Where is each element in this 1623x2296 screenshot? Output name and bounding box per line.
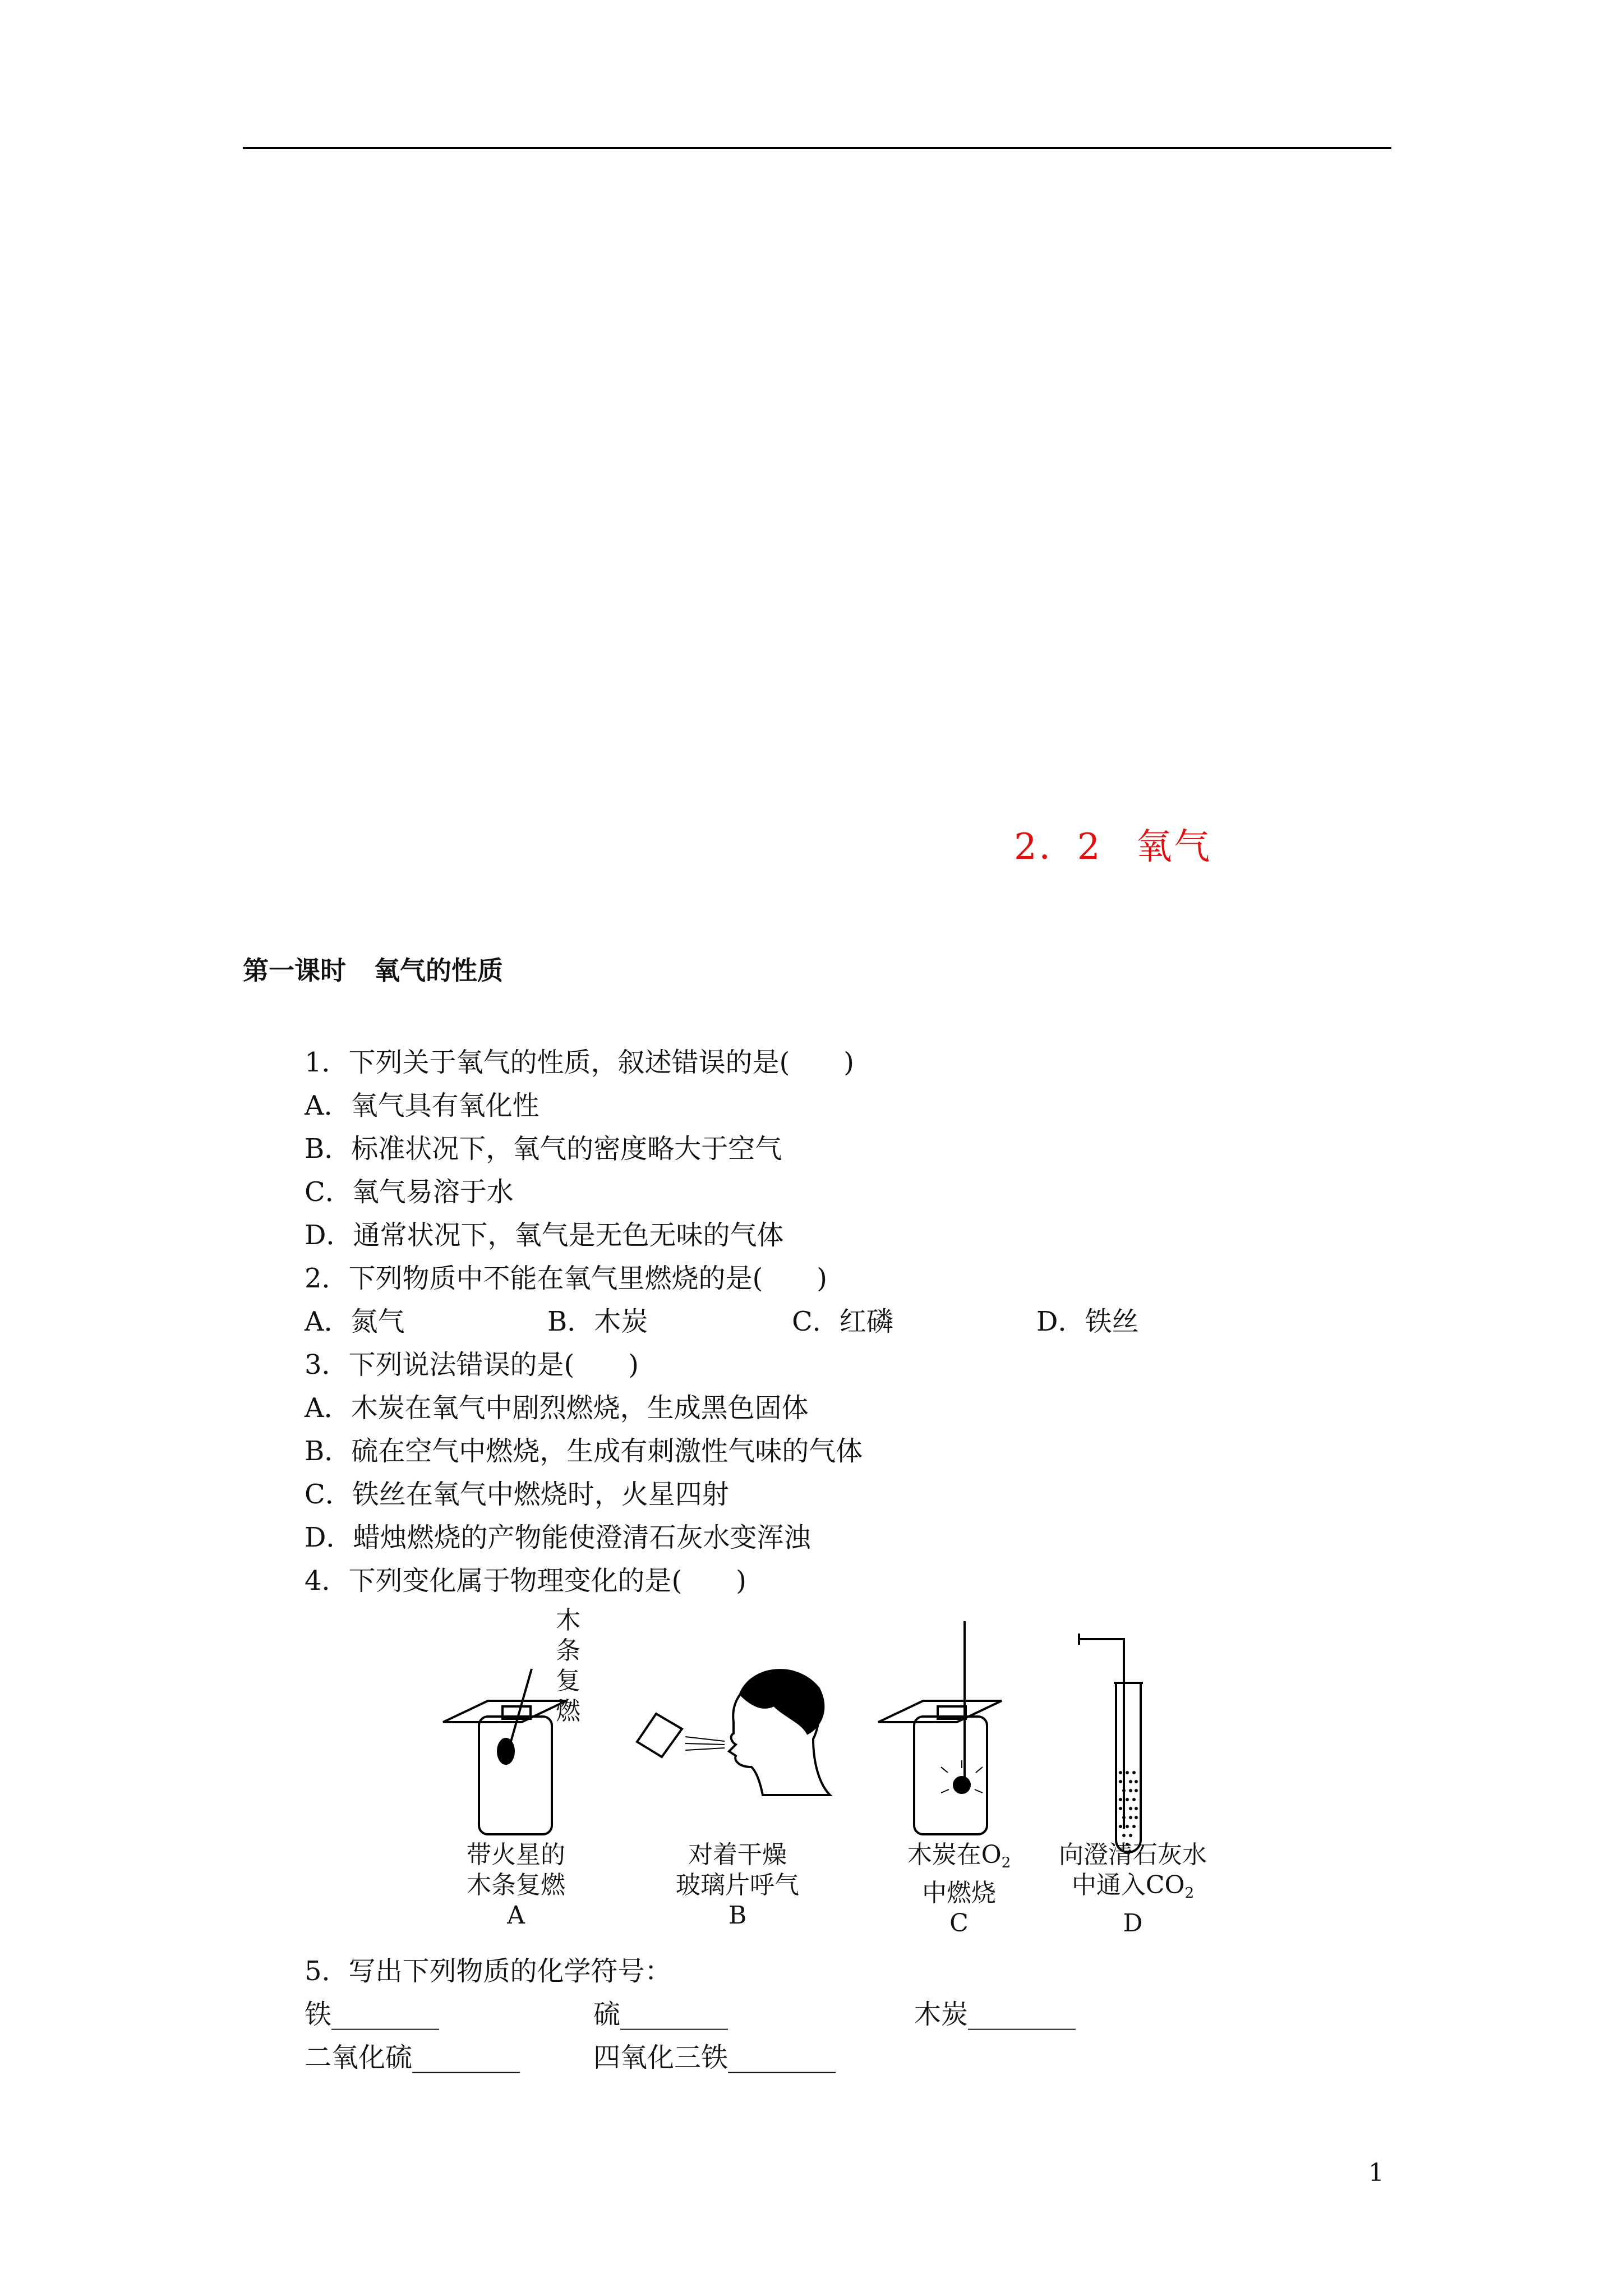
q5-blank-sulfur-dioxide: 二氧化硫________ bbox=[305, 2042, 520, 2073]
q5-stem: 5．写出下列物质的化学符号： bbox=[305, 1955, 672, 1987]
q5-blank-iron-oxide: 四氧化三铁________ bbox=[593, 2042, 836, 2073]
q5-blank-iron: 铁________ bbox=[305, 1999, 440, 2030]
bottle-c-icon bbox=[878, 1621, 1002, 1834]
title-number: 2．2 bbox=[1014, 826, 1103, 868]
glass-slide-icon bbox=[637, 1714, 682, 1757]
test-tube-d-icon bbox=[1079, 1634, 1143, 1852]
q4-figure bbox=[426, 1604, 1290, 1941]
q2-option-c: C．红磷 bbox=[792, 1306, 893, 1337]
caption-a: 带火星的 木条复燃 A bbox=[467, 1841, 565, 1930]
q2-option-d: D．铁丝 bbox=[1036, 1306, 1139, 1337]
q5-blank-sulfur: 硫________ bbox=[593, 1999, 728, 2030]
q1-option-b: B．标准状况下，氧气的密度略大于空气 bbox=[305, 1133, 782, 1165]
q2-stem: 2．下列物质中不能在氧气里燃烧的是( ) bbox=[305, 1263, 827, 1294]
page-title bbox=[1014, 818, 1212, 869]
breath-icon bbox=[685, 1737, 725, 1750]
q1-option-d: D．通常状况下，氧气是无色无味的气体 bbox=[305, 1220, 784, 1251]
caption-c: 木炭在$O_2$ 中燃烧 C bbox=[907, 1841, 1011, 1938]
q3-stem: 3．下列说法错误的是( ) bbox=[305, 1349, 639, 1381]
splint-vertical-label: 木 条 复 燃 bbox=[556, 1606, 580, 1726]
q3-option-d: D．蜡烛燃烧的产物能使澄清石灰水变浑浊 bbox=[305, 1522, 811, 1553]
q1-option-a: A．氧气具有氧化性 bbox=[305, 1090, 540, 1121]
title-text: 氧气 bbox=[1136, 826, 1212, 868]
section-label: 第一课时 bbox=[243, 955, 346, 986]
page-number: 1 bbox=[1368, 2159, 1384, 2187]
q3-option-a: A．木炭在氧气中剧烈燃烧，生成黑色固体 bbox=[305, 1392, 809, 1424]
q3-option-b: B．硫在空气中燃烧，生成有刺激性气味的气体 bbox=[305, 1435, 863, 1467]
q1-stem: 1．下列关于氧气的性质，叙述错误的是( ) bbox=[305, 1047, 854, 1078]
q5-blank-charcoal: 木炭________ bbox=[914, 1999, 1076, 2030]
q4-stem: 4．下列变化属于物理变化的是( ) bbox=[305, 1565, 746, 1596]
q2-option-b: B．木炭 bbox=[547, 1306, 648, 1337]
section-topic: 氧气的性质 bbox=[374, 955, 503, 986]
header-rule bbox=[243, 147, 1391, 149]
caption-b: 对着干燥 玻璃片呼气 B bbox=[676, 1841, 799, 1930]
q2-option-a: A．氮气 bbox=[305, 1306, 405, 1337]
caption-d: 向澄清石灰水 中通入$CO_2$ D bbox=[1059, 1841, 1207, 1938]
section-heading bbox=[243, 950, 503, 987]
q1-option-c: C．氧气易溶于水 bbox=[305, 1176, 514, 1208]
person-face-icon bbox=[729, 1670, 830, 1795]
q3-option-c: C．铁丝在氧气中燃烧时，火星四射 bbox=[305, 1479, 729, 1510]
bottle-a-icon bbox=[443, 1669, 566, 1834]
